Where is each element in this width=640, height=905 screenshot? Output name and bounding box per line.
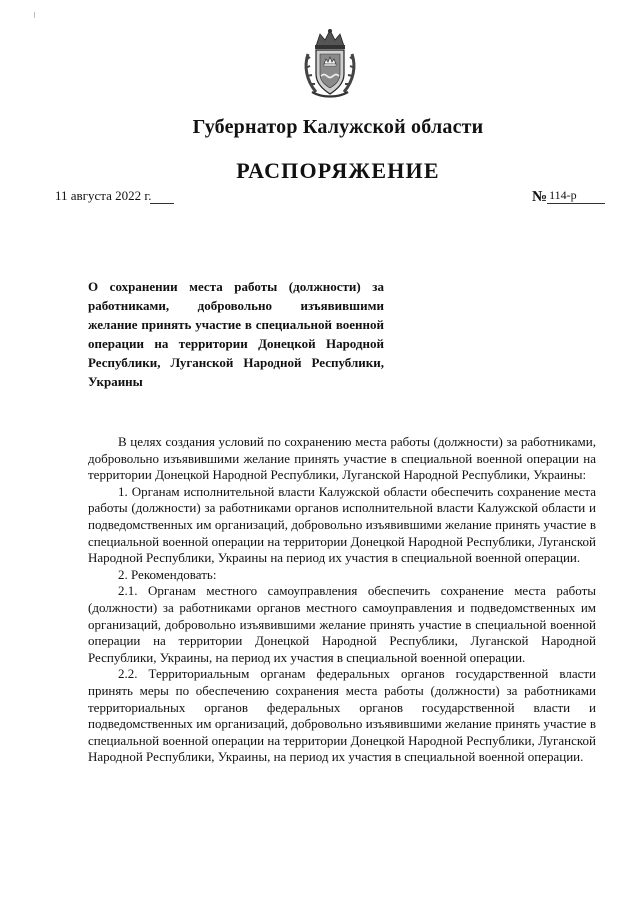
- date-underline: [150, 203, 174, 204]
- body-paragraph-2-2: 2.2. Территориальным органам федеральных органов государственной власти принять меры по обеспечению сохранения места работы (должности) за работниками территориальных органов федеральных органов государственной власти и подведомственных им организаций, добровольно изъявившими желание принять участие в специальной военной операции на территории Донецкой Народной Республики, Луганской Народной Республики, Украины, на период их участия в специальной военной операции.: [88, 666, 596, 765]
- document-type: РАСПОРЯЖЕНИЕ: [236, 158, 440, 183]
- number-sign: №: [532, 189, 548, 205]
- document-date: 11 августа 2022 г.: [55, 188, 152, 203]
- body-paragraph-2-1: 2.1. Органам местного самоуправления обеспечить сохранение места работы (должности) за работниками органов местного самоуправления и подведомственных им организаций, добровольно изъявившими желание принять участие в специальной военной операции на территории Донецкой Народной Республики, Луганской Народной Республики, Украины, на период их участия в специальной военной операции.: [88, 583, 596, 665]
- kaluga-region-coat-of-arms-icon: [302, 28, 358, 100]
- document-subject: О сохранении места работы (должности) за работниками, добровольно изъявившими желание принять участие в специальной военной операции на территории Донецкой Народной Республики, Луганской Народной Республики, Украины: [88, 279, 384, 389]
- body-paragraph-2: 2. Рекомендовать:: [118, 566, 217, 582]
- body-paragraph-1: 1. Органам исполнительной власти Калужской области обеспечить сохранение места работы (должности) за работниками органов исполнительной власти Калужской области и подведомственных им организаций, добровольно изъявившими желание принять участие в специальной военной операции на территории Донецкой Народной Республики, Луганской Народной Республики, Украины на период их участия в специальной военной операции.: [88, 483, 596, 566]
- document-number: [532, 188, 605, 206]
- scan-mark: [34, 12, 35, 18]
- issuing-authority: Губернатор Калужской области: [192, 116, 484, 138]
- document-body: [88, 434, 596, 766]
- body-paragraph-preamble: В целях создания условий по сохранению места работы (должности) за работниками, добровольно изъявившими желание принять участие в специальной военной операции на территории Донецкой Народной Республики, Луганской Народной Республики, Украины:: [88, 434, 596, 483]
- number-value: 114-р: [547, 188, 605, 204]
